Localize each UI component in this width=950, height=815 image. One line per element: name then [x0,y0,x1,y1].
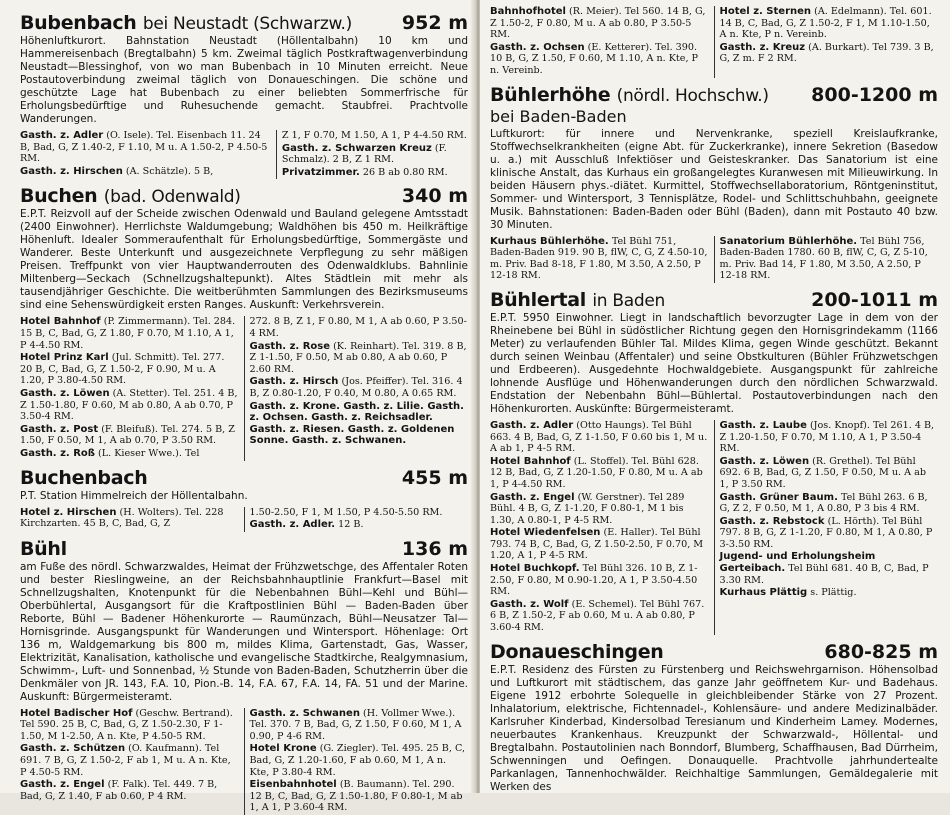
lodging-columns [490,236,938,283]
place-title [20,538,67,560]
lodging-name: Hotel Bahnhof [20,316,101,328]
place-description: E.P.T. 5950 Einwohner. Liegt in landschaftlich bevorzugter Lage in dem von der Rheinebene bei Bühl in südöstlicher Richtung gegen den Hornisgrindekamm (1166 Meter) zu verlaufenden Bühler Tal. Mildes Klima, gegen Winde geschützt. Bekannt durch seinen Weinbau (Affentaler) und seine Obstkulturen (Bühler Frühzwetschgen und Erdbeeren). Ausgedehnte Hochwaldgebiete. Ausgangspunkt für zahlreiche lohnende Ausflüge und Höhenwanderungen durch den nördlichen Schwarzwald. Endstation der Nebenbahn Bühl—Bühlertal. Postautoverbindungen nach den Höhenkurorten. Auskünfte: Bürgermeisteramt. [490,311,938,415]
lodging-entry [250,316,469,339]
lodging-details: 12 B. [338,519,364,531]
lodging-columns-continued [490,6,938,78]
lodging-entry [250,708,469,743]
lodging-details: Tel Bühl 756, Baden-Baden 1780. 60 B, flW, C, G, Z 5-10, m. Priv. Bad 14, F 1.80, M 3.50, A 2.50, P 12-18 RM. [719,235,928,282]
lodging-column-left [490,6,715,78]
lodging-column-right [720,6,939,78]
section-heading [490,289,938,311]
lodging-entry [720,492,939,515]
lodging-name: Gasth. Grüner Baum. [719,491,838,503]
lodging-column-left [490,236,715,283]
lodging-details: (Otto Haungs). Tel Bühl 663. 4 B, Bad, G, Z 1-1.50, F 0.60 bis 1, M u. A ab 1, P 4-5 RM. [490,419,708,455]
lodging-entry [20,424,239,447]
lodging-entry [20,130,271,165]
lodging-entry [720,587,939,599]
lodging-details: (F. Falk). Tel. 449. 7 B, Bad, G, Z 1.40, F ab 0.60, P 4 RM. [20,779,218,802]
lodging-entry [20,352,239,387]
lodging-column-right [250,507,469,532]
lodging-details: Z 1, F 0.70, M 1.50, A 1, P 4-4.50 RM. [281,130,467,141]
lodging-details: (P. Zimmermann). Tel. 284. 15 B, C, Bad, G, Z 1.80, F 0.70, M 1.10, A 1, P 4-4.50 RM. [20,316,236,351]
lodging-name: Hotel Wiedenfelsen [490,527,601,539]
lodging-column-left [20,316,245,460]
lodging-column-right [720,420,939,635]
lodging-entry [490,527,709,562]
lodging-details: (O. Kaufmann). Tel 691. 7 B, G, Z 1.50-2, F ab 1, M u. A n. Kte, P 4.50-5 RM. [20,743,231,778]
lodging-details: 272. 8 B, Z 1, F 0.80, M 1, A ab 0.60, P 3.50-4 RM. [249,316,467,339]
lodging-name: Gasth. z. Adler [490,419,574,431]
altitude: 340 m [401,185,468,208]
right-page [480,0,950,793]
place-subtitle: (bad. Odenwald) [103,187,241,208]
lodging-name: Bahnhofhotel [490,6,566,17]
lodging-entry [720,6,939,41]
lodging-name: Sanatorium Bühlerhöhe. [719,235,858,247]
lodging-name: Privatzimmer. [281,166,360,178]
lodging-column-left [20,130,277,179]
lodging-details: (Jos. Pfeiffer). Tel. 316. 4 B, Z 0.80-1.20, F 0.40, M 0.80, A 0.65 RM. [249,376,463,399]
altitude: 136 m [401,537,468,560]
lodging-details: (O. Isele). Tel. Eisenbach 11. 24 B, Bad, G, Z 1.40-2, F 1.10, M u. A 1.50-2, P 4.50-5 RM. [20,130,268,165]
lodging-entry [250,341,469,376]
place-name: Bühlertal [490,288,587,311]
lodging-name: Gasth. z. Löwen [20,387,110,399]
lodging-name: Gasth. z. Schwanen [249,707,360,719]
place-subline: bei Baden-Baden [490,106,627,126]
lodging-details: (K. Reinhart). Tel. 319. 8 B, Z 1-1.50, F 0.50, M ab 0.80, A ab 0.60, P 2.60 RM. [249,340,467,375]
place-subtitle: in Baden [592,290,665,311]
lodging-column-left [490,420,715,635]
place-name: Bubenbach [20,12,137,34]
lodging-entry [720,551,939,586]
lodging-name: Gasth. z. Roß [20,447,95,459]
lodging-name: Gasth. z. Löwen [719,455,810,467]
lodging-details: (Jos. Knopf). Tel 261. 4 B, Z 1.20-1.50, F 0.70, M 1.10, A 1, P 3.50-4 RM. [719,419,935,455]
lodging-entry [250,519,469,531]
place-description: Höhenluftkurort. Bahnstation Neustadt (Höllentalbahn) 10 km und Hammereisenbach (Bregtalbahn) 5 km. Zweimal täglich Postkraftwagenverbindung Neustadt—Blessinghof, von wo man Bubenbach in 10 Minuten erreicht. Neue Postautoverbindung zweimal täglich von Donaueschingen. Die schöne und geschützte Lage hat Bubenbach zu einer beliebten Sommerfrische für Erholungsbedürftige und Ruhesuchende gemacht. Staubfrei. Prachtvolle Wanderungen. [20,35,468,125]
place-name: Buchen [20,185,98,208]
lodging-entry [490,236,709,282]
lodging-name: Gasth. z. Hirschen [20,165,123,177]
lodging-details: (E. Schemel). Tel Bühl 767. 6 B, Z 1.50-2, F ab 0.60, M u. A ab 0.80, P 3.60-4 RM. [490,598,705,634]
place-name: Bühlerhöhe [490,83,611,106]
lodging-entry [250,743,469,778]
lodging-details: (Geschw. Bertrand). Tel 590. 25 B, C, Bad, G, Z 1.50-2.30, F 1-1.50, M 1-2.50, A n. Kte, P 4.50-5 RM. [20,707,233,742]
section-heading [20,538,468,560]
section-bubenbach [20,12,468,179]
place-title [20,185,241,207]
lodging-entry [490,42,709,77]
place-name: Buchenbach [20,466,148,489]
place-description: P.T. Station Himmelreich der Höllentalbahn. [20,489,248,502]
lodging-details: (F. Schmalz). 2 B, Z 1 RM. [281,142,447,166]
place-title [20,12,352,34]
place-title [490,641,664,663]
lodging-name: Gasth. z. Rebstock [719,515,825,527]
lodging-details: (A. Edelmann). Tel. 601. 14 B, C, Bad, G, Z 1.50-2, F 1, M 1.10-1.50, A n. Kte, P n. Vereinb. [719,6,932,41]
lodging-name: Hotel Buchkopf. [490,563,580,575]
lodging-details: Tel Bühl 326. 10 B, Z 1-2.50, F 0.80, M 0.90-1.20, A 1, P 3.50-4.50 RM. [490,563,698,598]
lodging-name: Gasth. z. Adler [20,130,104,141]
lodging-name: Hotel Bahnhof [490,455,571,467]
lodging-details: (W. Gerstner). Tel 289 Bühl. 4 B, G, Z 1-1.20, F 0.80-1, M 1 bis 1.30, A 0.80-1, P 4-5 RM. [490,491,685,526]
section-heading [20,12,468,34]
section-donaueschingen [490,641,938,794]
lodging-entry [250,507,469,519]
lodging-name: Kurhaus Plättig [719,587,808,599]
lodging-entry [250,779,469,814]
place-title [490,289,665,311]
section-buchen [20,185,468,460]
lodging-details: Tel Bühl 751, Baden-Baden 919. 90 B, flW, C, G, Z 4.50-10, m. Priv. Bad 8-18, F 1.80, M 3.50, A 2.50, P 12-18 RM. [490,235,708,282]
lodging-name: Hotel z. Sternen [719,6,812,17]
lodging-name: Gasth. z. Schützen [20,743,126,755]
lodging-details: (H. Wolters). Tel. 228 Kirchzarten. 45 B, C, Bad, G, Z [20,506,224,530]
lodging-name: Jugend- und Erholungsheim Gerteibach. [719,551,876,575]
lodging-details: (A. Burkart). Tel 739. 3 B, G, Z m. F 2 RM. [719,41,934,65]
altitude: 800-1200 m [811,83,938,106]
lodging-details: (A. Stetter). Tel. 251. 4 B, Z 1.50-1.80, F 0.60, M ab 0.80, A ab 0.70, P 3.50-4 RM. [20,387,238,423]
section-buehlertal [490,289,938,635]
lodging-details: (Jul. Schmitt). Tel. 277. 20 B, C, Bad, G, Z 1.50-2, F 0.90, M u. A 1.20, P 3.80-4.50 RM. [20,352,225,387]
lodging-name: Gasth. z. Ochsen [490,41,585,53]
place-subtitle: bei Neustadt (Schwarzw.) [142,14,352,34]
lodging-entry [20,507,239,530]
lodging-name: Gasth. z. Kreuz [719,41,806,53]
lodging-details: (R. Grethel). Tel Bühl 692. 6 B, Bad, G, Z 1.50, F 0.50, M u. A ab 1, P 3.50 RM. [719,455,926,490]
lodging-columns [20,130,468,179]
lodging-name: Gasth. z. Laube [719,419,807,431]
lodging-details: (A. Schätzle). 5 B, [125,165,214,177]
lodging-columns [20,316,468,460]
lodging-entry [250,401,469,447]
lodging-entry [20,743,239,778]
lodging-details: (E. Haller). Tel Bühl 793. 74 B, C, Bad, G, Z 1.50-2.50, F 0.70, M 1.20, A 1, P 4-5 RM. [490,527,704,562]
place-description: E.P.T. Reizvoll auf der Scheide zwischen Odenwald und Bauland gelegene Amtsstadt (2400 Einwohner). Herrlichste Waldumgebung; Waldhöhen bis 450 m. Heilkräftige Höhenluft. Idealer Sommeraufenthalt für Erholungsbedürftige, Sommergäste und Wanderer. Beste Unterkunft und ausgezeichnete Verpflegung zu sehr mäßigen Preisen. Treffpunkt von vier Hauptwanderrouten des Odenwaldklubs. Bahnlinie Miltenberg—Seckach (Schnellzugshaltepunkt). Altes Städtlein mit mehr als tausendjähriger Geschichte. Die weitberühmten Sammlungen des Bezirksmuseums sind eine Sehenswürdigkeit ersten Ranges. Auskunft: Verkehrsverein. [20,208,468,312]
place-title [20,467,147,489]
section-heading [490,641,938,663]
lodging-entry [720,456,939,491]
lodging-details: (E. Ketterer). Tel. 390. 10 B, G, Z 1.50, F 0.60, M 1.10, A n. Kte, P n. Vereinb. [490,41,699,76]
lodging-name: Gasth. z. Krone. Gasth. z. Lilie. Gasth. z. Ochsen. Gasth. z. Reichsadler. Gasth. z. Riesen. Gasth. z. Goldenen Sonne. Gasth. z. Schwanen. [249,400,464,447]
lodging-name: Gasth. z. Schwarzen Kreuz [281,142,432,154]
lodging-entry [282,167,468,179]
lodging-entry [720,420,939,455]
place-name: Donaueschingen [490,640,664,663]
lodging-details: Tel Bühl 681. 40 B, C, Bad, P 3.30 RM. [719,563,929,586]
lodging-details: (R. Meier). Tel 560. 14 B, G, Z 1.50-2, F 0.80, M u. A ab 0.80, P 3.50-5 RM. [490,6,706,41]
lodging-details: (G. Ziegler). Tel. 495. 25 B, C, Bad, G, Z 1.20-1.60, F ab 0.60, M 1, A n. Kte, P 3.80-4 RM. [249,743,465,778]
place-subtitle: (nördl. Hochschw.) [616,85,769,106]
lodging-name: Gasth. z. Adler. [249,519,336,531]
section-buehlerhoehe [490,84,938,283]
lodging-details: (F. Bleifuß). Tel. 274. 5 B, Z 1.50, F 0.50, M 1, A ab 0.70, P 3.50 RM. [20,423,235,447]
lodging-column-right [250,316,469,460]
lodging-entry [490,599,709,634]
section-heading [20,185,468,207]
lodging-column-left [20,507,245,532]
lodging-name: Gasth. z. Rose [249,340,330,352]
lodging-entry [20,708,239,743]
lodging-name: Kurhaus Bühlerhöhe. [490,235,609,247]
lodging-entry [20,388,239,423]
lodging-details: Tel Bühl 263. 6 B, G, Z 2, F 0.50, M 1, A 0.80, P 3 bis 4 RM. [719,491,928,515]
lodging-entry [720,42,939,65]
lodging-entry [250,376,469,399]
altitude: 200-1011 m [811,288,938,311]
altitude: 952 m [401,12,468,34]
lodging-details: (B. Baumann). Tel. 290. 12 B, C, Bad, G, Z 1.50-1.80, F 0.80-1, M ab 1, A 1, P 3.60-4 RM. [249,779,463,814]
lodging-name: Gasth. z. Hirsch [249,376,339,388]
lodging-details: (H. Vollmer Wwe.). Tel. 370. 7 B, Bad, G, Z 1.50, F 0.60, M 1, A 0.90, P 4-6 RM. [249,707,462,742]
lodging-columns [490,420,938,635]
lodging-entry [490,6,709,41]
lodging-name: Gasth. z. Engel [20,779,105,791]
lodging-columns [20,507,468,532]
section-buehl [20,538,468,815]
lodging-name: Gasth. z. Post [20,423,99,435]
lodging-details: (L. Kieser Wwe.). Tel [98,447,200,459]
lodging-column-right [250,708,469,815]
lodging-name: Gasth. z. Engel [490,491,575,503]
lodging-name: Eisenbahnhotel [249,779,337,791]
lodging-column-left [20,708,245,815]
lodging-entry [282,130,468,142]
lodging-name: Hotel Badischer Hof [20,707,133,719]
place-title [490,84,769,106]
section-heading [20,467,468,489]
place-description: Luftkurort: für innere und Nervenkranke, speziell Kreislaufkranke, Stoffwechselkrankheiten (eigne Abt. für Zuckerkranke), innere Sekretion (Basedow u. a.) mit Ausschluß Infektiöser und Geisteskranker. Das Sanatorium ist eine klinische Anstalt, das Kurhaus ein großangelegtes Kuranwesen mit Milieuwirkung. In beiden Häusern phys.-diätet. Kurmittel, Stoffwechsellaboratorium, Röntgeninstitut, Sommer- und Wintersport, 3 Tennisplätze, Rodel- und Schlittschuhbahn, geeignete Musik. Bahnstationen: Baden-Baden oder Bühl (Baden), dann mit Postauto 40 bzw. 30 Minuten. [490,127,938,231]
altitude: 680-825 m [824,640,938,663]
lodging-details: (L. Stoffel). Tel. Bühl 628. 12 B, Bad, G, Z 1.20-1.50, F 0.80, M u. A ab 1, P 4-4.50 RM. [490,455,703,490]
section-buchenbach [20,467,468,532]
lodging-entry [490,563,709,598]
section-heading [490,84,938,106]
lodging-column-right [720,236,939,283]
place-description: E.P.T. Residenz des Fürsten zu Fürstenberg und Reichswehrgarnison. Höhensolbad und Luftkurort mit städtischem, das ganze Jahr geöffnetem Kur- und Badehaus. Eigene 1912 erbohrte Solequelle in gleichbleibender Stärke von 27 Prozent. Inhalatorium, elektrische, Fichtennadel-, Kohlensäure- und andere Medizinalbäder. Karlsruher Kinderbad, Kindersolbad Teresianum und Kinderheim Lamey. Modernes, neuerbautes Krankenhaus. Kreuzpunkt der Schwarzwald-, Höllental- und Bregtalbahn. Postautolinien nach Bonndorf, Blumberg, Schaffhausen, Bad Dürrheim, Schwenningen und Oefingen. Donauquelle. Prachtvolle jahrhundertealte Parkanlagen, Tannenhochwälder. Reichhaltige Sammlungen, Gemäldegalerie mit Werken des [490,663,938,793]
lodging-entry [282,143,468,166]
lodging-entry [20,779,239,802]
lodging-columns [20,708,468,815]
lodging-entry [490,456,709,491]
place-name: Bühl [20,537,67,560]
lodging-name: Hotel z. Hirschen [20,506,117,518]
altitude: 455 m [401,466,468,489]
lodging-details: s. Plättig. [810,587,857,599]
lodging-details: (L. Hörth). Tel Bühl 797. 8 B, G, Z 1-1.20, F 0.80, M 1, A 0.80, P 3-3.50 RM. [719,515,933,550]
lodging-details: 1.50-2.50, F 1, M 1.50, P 4.50-5.50 RM. [249,506,443,518]
lodging-name: Gasth. z. Wolf [490,598,569,610]
lodging-entry [720,516,939,551]
lodging-details: 26 B ab 0.80 RM. [362,166,448,178]
lodging-entry [490,420,709,455]
lodging-entry [720,236,939,282]
lodging-entry [490,492,709,527]
lodging-entry [20,448,239,460]
lodging-name: Hotel Prinz Karl [20,352,109,364]
lodging-entry [20,316,239,351]
place-description: am Fuße des nördl. Schwarzwaldes, Heimat der Frühzwetschge, des Affentaler Roten und bester Rieslingweine, an der Reichsbahnhauptlinie Frankfurt—Basel mit Schnellzugshalten, Knotenpunkt für die Nebenbahnen Bühl—Kehl und Bühl—Oberbühlertal, Ausgangsort für die Kraftpostlinien Bühl — Baden-Baden über Reborte, Bühl — Badener Höhenkurorte — Raumünzach, Bühl—Neusatzer Tal—Hornisgrinde. Ausgangspunkt für Wanderungen und Wintersport. Höhenlage: Ort 136 m, Waldgemarkung bis 800 m, mildes Klima, Gartenstadt, Gas, Wasser, Elektrizität, Kanalisation, katholische und evangelische Stadtkirche, Realgymnasium, Schwimm-, Luft- und Sonnenbad, ½ Stunde von Baden-Baden, Schutzherrin über die Denkmäler von JR. 143, F.A. 10, Pion.-B. 14, F.A. 67, F.A. 14, FA. 51 und der Marine. Auskunft: Bürgermeisteramt. [20,560,468,703]
lodging-name: Hotel Krone [249,743,317,755]
lodging-column-right [282,130,468,179]
lodging-entry [20,166,271,178]
